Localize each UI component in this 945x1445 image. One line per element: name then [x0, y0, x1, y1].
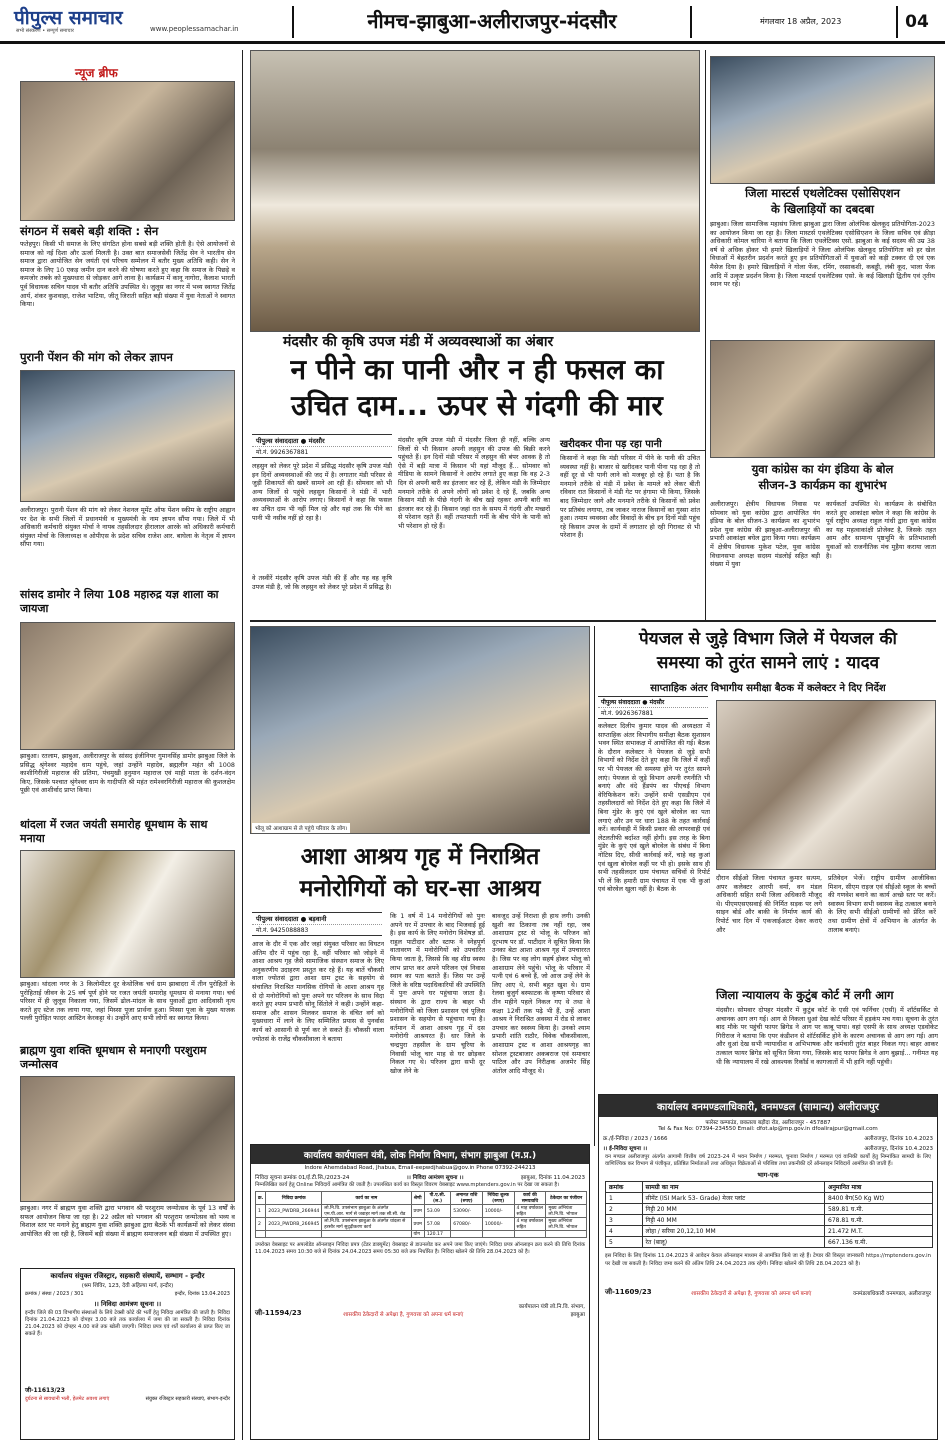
forest-table-row — [606, 1226, 933, 1237]
forest-table-cell: सीमेंट (ISI Mark 53- Grade) मेजर प्लांट — [642, 1193, 824, 1204]
mandi-body-1b: वे तस्वीरें मंदसौर कृषि उपज मंडी की हैं और यह वह कृषि उपज मंडी है, जो कि लहसुन को लेकर पूरे प्रदेश में प्रसिद्ध है। — [252, 574, 392, 591]
paper-logo: पीपुल्स समाचार — [14, 7, 123, 29]
pwd-table-cell: 2023_PWDRB_266945 — [266, 1218, 322, 1231]
water-headline-1: पेयजल से जुड़े विभाग जिले में पेयजल की — [639, 629, 897, 649]
pwd-table-cell: 4 माह वर्षाकाल सहित — [514, 1205, 546, 1218]
forest-ad-title: कार्यालय वनमण्डलाधिकारी, वनमण्डल (सामान्य) अलीराजपुर — [599, 1095, 937, 1117]
forest-table-cell: लोहा / सरिया 20,12,10 MM — [642, 1226, 824, 1237]
column-divider-asha — [594, 626, 595, 1146]
photo-felicitation — [20, 81, 235, 221]
photo-brahmin-meeting — [20, 1076, 235, 1202]
mandi-kicker: मंदसौर की कृषि उपज मंडी में अव्यवस्थाओं का अंबार — [283, 334, 554, 350]
forest-table-col-header: अनुमानित मात्रा — [825, 1182, 933, 1193]
forest-table-cell: 678.81 घ.मी. — [825, 1215, 933, 1226]
forest-table-cell: 3 — [606, 1215, 643, 1226]
mandi-headline-1: न पीने का पानी और न ही फसल का — [290, 353, 664, 386]
forest-ad-slogan: शासकीय ठेकेदारों से अपेक्षा है, गुणवत्ता को अपना धर्म बनाएं — [691, 1291, 812, 1298]
pwd-table-cell: 120.17 — [424, 1231, 450, 1238]
water-byline — [598, 696, 708, 719]
forest-tender-ad — [598, 1094, 938, 1440]
masthead — [0, 0, 945, 44]
water-body-3: प्रतिवेदन भेजें। राष्ट्रीय ग्रामीण आजीविका मिशन, सीएम राइज एवं सीईओ स्कूल के बच्चों की गणवेश बनाने का कार्य अच्छे स्तर पर करें। स्वास्थ्य विभाग सभी स्वास्थ्य केंद्र तत्काल बनाने के लिए सभी सीईओ ग्रामीणों को प्रेरित करें तथा ग्रामीण क्षेत्रों में अभियान के अंतर्गत के तालाब बनाएं। — [828, 874, 936, 934]
asha-headline-2: मनोरोगियों को घर-सा आश्रय — [299, 876, 541, 902]
registrar-ad-notice-head: ।। निविदा आमंत्रण सूचना ।। — [93, 1300, 162, 1308]
pwd-table-cell: मुख्य अभियंता लो.नि.वि. भोपाल — [546, 1205, 587, 1218]
pwd-table-cell: 4 माह वर्षाकाल सहित — [514, 1218, 546, 1231]
pwd-table-col-header: ठेकेदार का पंजीयन — [546, 1192, 587, 1205]
registrar-ad-date: इन्दौर, दिनांक 13.04.2023 — [174, 1291, 230, 1297]
forest-ad-notice-head: ।। ई-निविदा सूचना ।। — [603, 1146, 648, 1152]
pwd-table-row — [256, 1205, 587, 1218]
pwd-table-cell: 57.08 — [424, 1218, 450, 1231]
water-byline-phone: मो.नं. 9926367881 — [598, 707, 708, 718]
mandi-byline — [252, 434, 392, 458]
forest-table-cell: 5 — [606, 1237, 643, 1248]
pwd-ad-address: Indore Ahemdabad Road, Jhabua, Email-eepwdjhabua@gov.in Phone 07392-244213 — [304, 1165, 536, 1171]
registrar-ad-signatory: संयुक्त रजिस्ट्रार सहकारी संस्थाएं, संभाग-इन्दौर — [145, 1396, 230, 1402]
pwd-table-cell: लो.नि.वि. उपसंभाग झाबुआ के अंतर्गत थांदला से हरसौर मार्ग सुदृढ़ीकरण कार्य — [322, 1218, 411, 1231]
photo-mandi — [250, 50, 700, 332]
pwd-table-cell: प्रथम — [411, 1205, 424, 1218]
brief-4-body: झाबुआ। थांदला नगर के 3 किलोमीटर दूर केथोलिक चर्च ग्राम झाबादरा में तीन पुरोहितों के पुरोहिताई जीवन के 25 वर्ष पूर्ण होने पर रजत जयंती समारोह धूमधाम से मनाया गया। चर्च परिसर में ही जुलूस निकाला गया, जिसमें ढोल-मांदल के साथ युवाओं द्वारा आदिवासी नृत्य करते हुए स्टेज तक लाया गया, जहां मिस्सा पूजा प्रार्थना हुआ। मिस्सा पूजा के मुख्य याजक पल्ली पुरोहित फादर आस्टिन केरकट्टा थे। उन्होंने आए सभी लोगों का स्वागत किया। — [20, 980, 235, 1023]
asha-body-2: कि 1 वर्ष में 14 मनोरोगियों को पुनः अपने घर में उपचार के बाद भिजवाई हुई है। इस कार्य के लिए मनोरोग विशेषज्ञ डॉ. राहुल पाटीदार और स्टाफ ने स्नेहपूर्ण वातावरण में मनोरोगियों को उपचारित किया जाता है, जिससे कि वह शीघ्र स्वस्थ लाभ प्राप्त कर अपने परिजन एवं निवास स्थान का पता बताते हैं। जिस पर उन्हें जिले के वरिष्ठ पदाधिकारियों की उपस्थिति में पुनः अपने घर पहुंचाया जाता है। संस्थान के द्वारा राज्य के बाहर भी मनोरोगियों को जिला प्रशासन एवं पुलिस प्रशासन के सहयोग से पहुंचाया गया है। वर्तमान में आशा आश्रय गृह में दस मनोरोगी आश्रयरत हैं। धार जिले के चन्द्रपुरा तहसील के ग्राम चूरिया के निवासी भोलू चार माह से घर छोड़कर निकल गए थे। परिजन द्वारा सभी दूर खोज लेने के — [390, 912, 485, 1075]
pwd-table-total-row — [256, 1231, 587, 1238]
forest-ad-part: भाग-एक — [757, 1171, 779, 1180]
registrar-ad-slogan: दुर्घटना से सावधानी भली, हेलमेट अवश्य लगाएं — [25, 1396, 110, 1402]
asha-byline — [252, 912, 382, 936]
brief-1-body: फतेहपुर। किसी भी समाज के लिए संगठित होना सबसे बड़ी शक्ति होती है। ऐसे आयोजनों से समाज को नई दिशा और ऊर्जा मिलती है। उक्त बात समाजसेवी जितेंद्र सेन ने भारतीय सेन समाज द्वारा आयोजित सेन जयंती एवं परिचय सम्मेलन में बतौर मुख्य अतिथि कही। सेन ने समाज के लिए 10 एकड़ जमीन दान करने की घोषणा करते हुए कहा कि समाज के पिछड़े व कमजोर तबके को मुख्यधारा से जोड़कर आगे लाना है। कार्यक्रम में कानू नागोरा, कैलाश भारती पूर्व विधायक सचिन यादव भी बतौर अतिथि उपस्थित थे। जुलूस का नगर में भव्य स्वागत जितेंद्र आर्य, शंकर कुशवाहा, राजेश भाटिया, जीतू जिराती सहित बड़ी संख्या में युवा नेताओं ने स्वागत किया। — [20, 240, 235, 309]
registrar-ad-title: कार्यालय संयुक्त रजिस्ट्रार, सहकारी संस्थायें, सम्भाग - इन्दौर — [50, 1272, 205, 1280]
mandi-byline-phone: मो.नं. 9926367881 — [252, 446, 392, 457]
photo-pension-memo — [20, 370, 235, 502]
pwd-tender-table — [255, 1191, 587, 1238]
pwd-table-col-header: निविदा क्रमांक — [266, 1192, 322, 1205]
column-divider-right — [705, 50, 706, 620]
website: www.peoplessamachar.in — [150, 25, 239, 33]
youth-congress-body-1: अलीराजपुर। क्षेत्रीय विधायक निवास पर सोमवार को युवा कांग्रेस द्वारा आयोजित यंग इंडिया के बोल सीजन-3 कार्यक्रम का शुभारंभ प्रदेश युवा कांग्रेस की झाबुआ-अलीराजपुर की प्रभारी आकांक्षा बघेल द्वारा किया गया। कार्यक्रम में क्षेत्रीय विधायक मुकेश पटेल, युवा कांग्रेस विधानसभा अध्यक्ष सदस्य मंडलोई सहित बड़ी संख्या में युवा — [710, 500, 820, 569]
pwd-table-cell: लो.नि.वि. उपसंभाग झाबुआ के अंतर्गत एम.पी.आर. मार्ग से जवाहर मार्ग तक सी.सी. रोड — [322, 1205, 411, 1218]
asha-headline-1: आशा आश्रय गृह में निराश्रित — [300, 844, 540, 870]
brief-2-body: अलीराजपुर। पुरानी पेंशन की मांग को लेकर नेशनल मूमेंट ऑफ पेंशन स्कीम के राष्ट्रीय आह्वान पर देश के सभी जिलों में प्रधानमंत्री व मुख्यमंत्री के नाम ज्ञापन सौंपा गया। जिले में भी अधिकारी कर्मचारी संयुक्त मोर्चा ने नायब तहसीलदार हीरालाल आरके को अधिकारी कर्मचारी संयुक्त मोर्चा के जिलाध्यक्ष व ओपीएस के प्रदेश सचिव राजेश आर. बाघेला के नेतृत्व में ज्ञापन सौंपा गया। — [20, 506, 235, 549]
forest-table-row — [606, 1193, 933, 1204]
pwd-ad-signatory: कार्यपालन यंत्री लो.नि.वि. संभाग, झाबुआ — [518, 1304, 585, 1318]
brief-3-body: झाबुआ। रतलाम, झाबुआ, अलीराजपुर के सांसद इंजीनियर गुमानसिंह डामोर झाबुआ जिले के प्रसिद्ध श्रृंगेश्वर महादेव धाम पहुंचे, जहां उन्होंने महादेव, ब्रह्मलीन महंत श्री 1008 काशीगिरीजी महाराज की प्रतिमा, पंचमुखी हनुमान महाराज एवं माही माता के दर्शन-वंदन किए, जिसके पश्चात श्रृंगेश्वर धाम के गादीपति श्री महंत रामेश्वरगिरीजी महाराज की कुशलक्षेम पूछी एवं आशीर्वाद प्राप्त किया। — [20, 752, 235, 795]
section-title-bar — [292, 6, 692, 38]
forest-table-cell: 4 — [606, 1226, 643, 1237]
brief-2-headline: पुरानी पेंशन की मांग को लेकर ज्ञापन — [20, 350, 173, 364]
column-divider-left — [242, 50, 243, 1440]
forest-table-cell: 667.136 घ.मी. — [825, 1237, 933, 1248]
pwd-table-cell: 10000/- — [482, 1218, 514, 1231]
pwd-table-cell: प्रथम — [411, 1218, 424, 1231]
forest-table-row — [606, 1237, 933, 1248]
asha-byline-name: पीपुल्स संवाददाता ● बड़वानी — [256, 915, 327, 923]
forest-ad-intro: वन मण्डल अलीराजपुर अंतर्गत आगामी वित्तीय वर्ष 2023-24 में भवन निर्माण / मरम्मत, चुनावा निर्माण / मरम्मत एवं वानिकी कार्यों हेतु निम्नांकित सामग्री के लिए वाणिज्यिक कर विभाग से पंजीकृत, प्रतिष्ठित निर्माताओं तथा अधिकृत विक्रेताओं से परिशिष्ट तथा तकनीकी दरें ऑनलाइन निविदायें आमंत्रित की जाती हैं। — [605, 1154, 931, 1168]
pwd-table-cell — [482, 1231, 514, 1238]
horizontal-divider-mid — [250, 620, 936, 622]
forest-table-cell: 2 — [606, 1204, 643, 1215]
pwd-table-cell: योग — [411, 1231, 424, 1238]
pwd-table-header — [256, 1192, 587, 1205]
photo-mp-visit — [20, 622, 235, 750]
athletics-headline-2: के खिलाड़ियों का दबदबा — [771, 202, 874, 216]
registrar-ad-ref-code: जी-11613/23 — [25, 1387, 65, 1394]
forest-table-cell: 589.81 घ.मी. — [825, 1204, 933, 1215]
water-subheadline: साप्ताहिक अंतर विभागीय समीक्षा बैठक में कलेक्टर ने दिए निर्देश — [650, 683, 886, 694]
forest-ad-ref: जी-11609/23 — [605, 1288, 652, 1297]
forest-table-row — [606, 1204, 933, 1215]
asha-body-1: आज के दौर में एक और जहां संयुक्त परिवार का विघटन अंतिम दौर में पहुंच रहा है, वहीं परिवार को जोड़ने में आशा आश्रय गृह जैसे सामाजिक संस्थान समाज के लिए अनुकरणीय उदाहरण प्रस्तुत कर रहे हैं। यह बातें चौकसी वाला ज्योतसं द्वारा आशा ग्राम ट्रस्ट के सहयोग से संचालित निराश्रित मानसिक रोगियों के आशा आश्रय गृह से दो मनोरोगियों को पुनः अपने घर परिजन के साथ विदा करते हुए श्याम प्रभारी सोनू सिंतोले ने कही। उन्होंने कहा- समाज और शासन मिलकर समाज के वंचित वर्ग को मुख्यधारा में लाने के लिए सम्मिलित प्रयास से पुनर्वास कार्य को आसानी से पूर्ण कर ले सकते हैं। चौकसी वाला ज्योतसं के राजेंद्र चौकसीवाला ने बताया — [252, 940, 384, 1043]
mandi-body-3: किसानों ने कहा कि मंडी परिसर में पीने के पानी की उचित व्यवस्था नहीं है। बाजार से खरीदकर पानी पीना पड़ रहा है तो वहीं दूर से भी पानी लाने को मजबूर हो रहे हैं। पता है कि मनमाने तरीके से मंडी में प्रवेश के मामले को लेकर बीती रविवार रात किसानों ने मंडी गेट पर हंगामा भी किया, जिसके बाद जिम्मेदार जागे और मनमाने तरीके से किसानों को प्रवेश पर प्रतिबंध लगाया, तब जाकर नाराज किसानों का गुस्सा शांत हुआ। तमाम व्यवस्था और विवादों के बीच इन दिनों मंडी पहुंच रहे किसान उपज के दामों में लगातार हो रही गिरावट से भी परेशान हैं। — [560, 454, 700, 540]
mandi-body-1: लहसुन को लेकर पूरे प्रदेश में प्रसिद्ध मंदसौर कृषि उपज मंडी इन दिनों अव्यवस्थाओं की जद में है। लगातार मंडी परिसर से जुड़ी शिकायतें की खबरें सामने आ रही हैं। सोमवार को भी अन्य जिलों से पहुंचे लहसुन किसानों ने मंडी में भारी अव्यवस्थाओं के आरोप लगाए। किसानों ने कहा कि फसल का उचित दाम भी नहीं मिल रहे और यहां तक कि पीने का पानी भी नसीब नहीं हो रहा है। — [252, 462, 392, 522]
mandi-headline-2: उचित दाम... ऊपर से गंदगी की मार — [291, 389, 663, 422]
pwd-table-cell: 10000/- — [482, 1205, 514, 1218]
forest-ad-ref-date-2: अलीराजपुर, दिनांक 10.4.2023 — [864, 1146, 933, 1152]
youth-congress-headline-2: सीजन-3 कार्यक्रम का शुभारंभ — [758, 478, 887, 492]
pwd-table-cell — [266, 1231, 322, 1238]
forest-table-header — [606, 1182, 933, 1193]
pwd-table-cell — [546, 1231, 587, 1238]
asha-body-3: बावजूद उन्हें निराशा ही हाथ लगी। उनकी खुशी का ठिकाना तब नहीं रहा, जब आशाग्राम ट्रस्ट से भोलू के परिजन को दूरभाष पर डॉ. पाटीदार ने सूचित किया कि उनका बेटा आशा आश्रय गृह में उपचाररत है। जिस पर वह लोग सहर्ष होकर भोलू को आशाग्राम लेने पहुंचे। भोलू के परिवार में पत्नी एवं 6 बच्चे हैं, जो आज उन्हें लेने के लिए आए थे, सभी बहुत खुश थे। ग्राम रेलवा बुजुर्ग बस्फाटक के कृष्णा परिवार से तीन महीने पहले निकल गए थे तथा वे कक्षा 12वीं तक पढ़े भी हैं, उन्हें आशा आश्रय ने निराश्रित अवस्था में रोड से लाकर उपचार कर स्वस्थ्य किया है। उनको श्याम प्रभारी शांति राठौर, विवेक चौकसीवाला, आशाग्राम ट्रस्ट व आशा आश्रयगृह का सोशल ट्रस्टबाजार अकबराज एवं समाचार पाटिल और उप निरीक्षक अजमेर सिंह अंतोल आदि मौजूद थे। — [492, 912, 590, 1075]
youth-congress-headline-1: युवा कांग्रेस का यंग इंडिया के बोल — [751, 462, 894, 476]
forest-ad-address: फारेस्ट कम्पाउंड, छकतला बड़ौदा रोड, अलीराजपुर - 457887 — [705, 1120, 831, 1126]
photo-asha-ashray — [250, 626, 590, 834]
pwd-table-cell — [451, 1231, 483, 1238]
section-title: नीमच-झाबुआ-अलीराजपुर-मंदसौर — [367, 9, 617, 33]
pwd-table-col-header: श्रेणी — [411, 1192, 424, 1205]
issue-date: मंगलवार 18 अप्रैल, 2023 — [760, 17, 842, 26]
brief-5-headline: ब्राह्मण युवा शक्ति धूमधाम से मनाएगी परशुराम जन्मोत्सव — [20, 1044, 207, 1071]
fire-headline: जिला न्यायालय के कुटुंब कोर्ट में लगी आग — [716, 988, 894, 1002]
photo-youth-congress — [710, 340, 935, 458]
forest-ad-contact: Tel & Fax No: 07394-234550 Email: dfot.alp@mp.gov.in dfoalirajpur@gmail.com — [658, 1126, 878, 1132]
forest-ad-footer: इस निविदा के लिए दिनांक 11.04.2023 से आवेदन केवल ऑनलाइन माध्यम से आमंत्रित किये जा रहे हैं। टेण्डर की विस्तृत जानकारी https://mptenders.gov.in पर देखी जा सकती है। निविदा जमा करने की अंतिम तिथि 24.04.2023 तक रहेगी। निविदा खोलने की तिथि 28.04.2023 को है। — [605, 1253, 931, 1267]
pwd-ad-slogan: शासकीय ठेकेदारों से अपेक्षा है, गुणवत्ता को अपना धर्म बनाएं — [343, 1312, 464, 1318]
registrar-ad-body: इन्दौर जिले की 03 विभागीय संस्थाओं के लिये टेक्सी कोटे की भर्ती हेतु निविदा आमंत्रित की जाती है। निविदा दिनांक 21.04.2023 को दोपहर 3.00 बजे तक कार्यालय में जमा की जा सकती है। निविदा दिनांक 21.04.2023 को दोपहर 4.00 बजे तक खोली जाएगी। निविदा प्रपत्र एवं शर्तें कार्यालय से प्राप्त किए जा सकते हैं। — [25, 1310, 230, 1337]
forest-material-table — [605, 1181, 933, 1248]
pwd-ad-title: कार्यालय कार्यपालन यंत्री, लोक निर्माण विभाग, संभाग झाबुआ (म.प्र.) — [251, 1145, 589, 1164]
pwd-table-cell — [322, 1231, 411, 1238]
registrar-ad-address: (श्रम शिविर, 123, देवी अहिल्या मार्ग, इन्दौर) — [81, 1283, 174, 1289]
page-number: 04 — [896, 6, 936, 38]
fire-body: मंदसौर। सोमवार दोपहर मंदसौर में कुटुंब कोर्ट के एसी एवं फर्निचर (एसी) में शॉर्टसर्किट से अचानक आग लग गई। आग से निकला धुआं देख कोर्ट परिसर में हड़कंप मच गया। सूचना के तुरंत बाद मौके पर पहुंची फायर ब्रिगेड ने आग पर काबू पाया। वहां एसपी के साथ अध्यक्ष एडवोकेट गिरीराज ने बताया कि एयर कंडीशन से शॉर्टसर्किट होने के कारण अचानक से आग लग गई। आग और धुआं देख सभी न्यायाधीश व अभिभाषक और कर्मचारी तुरंत बाहर निकल गए। बाहर आकर तत्काल फायर ब्रिगेड को सूचित किया गया, जिसके बाद फायर ब्रिगेड ने आग बुझाई... गनीमत यह थी कि न्यायालय में रखे आवश्यक रिकॉर्ड व कागजातों में भी हानि नहीं पहुंची। — [716, 1006, 938, 1066]
pwd-table-col-header: निविदा शुल्क (रुपए) — [482, 1192, 514, 1205]
registrar-ad — [20, 1268, 235, 1440]
pwd-table-cell: 67080/- — [451, 1218, 483, 1231]
forest-table-cell: गिट्टी 40 MM — [642, 1215, 824, 1226]
pwd-table-cell — [256, 1231, 266, 1238]
paper-tagline: सभी संस्करण • सम्पूर्ण समाचार — [16, 28, 74, 34]
pwd-table-cell: मुख्य अभियंता लो.नि.वि. भोपाल — [546, 1218, 587, 1231]
athletics-body: झाबुआ। जिला सामाजिक महासंघ जिला झाबुआ द्वारा जिला ओलंपिक खेलकूद प्रतियोगिता-2023 का आयोजन किया जा रहा है। जिला मास्टर्स एथलेटिक्स एसोसिएशन के जिला सचिव एवं क्रीड़ा अधिकारी कोमल चारिया ने बताया कि जिला एथलेटिक्स एसो. झाबुआ के कई सदस्य की उम्र 38 वर्ष से अधिक होकर भी हमारे खिलाड़ियों ने जिला ओलंपिक खेलकूद प्रतियोगिता को हर खेल विधाओं में बेहतरीन प्रदर्शन करते हुए इन प्रतियोगिताओं में युवाओं को कड़ी टक्कर दी एवं एक मैसेज दिया है। हमारे खिलाड़ियों ने गोला फेंक, रमिंग, रस्साकशी, कबड्डी, लंबी कूद, भाला फेंक आदि में उत्कृष्ट प्रदर्शन किया है। जिला मास्टर्स एथलेटिक्स एसो. के कई खिलाड़ी द्वितीय एवं तृतीय स्थान पर रहे। — [710, 220, 935, 289]
pwd-ad-ref: जी-11594/23 — [255, 1309, 302, 1317]
photo-athletes — [710, 56, 935, 184]
pwd-table-cell: 53090/- — [451, 1205, 483, 1218]
forest-ad-ref-date: अलीराजपुर, दिनांक 10.4.2023 — [864, 1136, 933, 1142]
athletics-headline-1: जिला मास्टर्स एथलेटिक्स एसोसिएशन — [745, 186, 900, 200]
mandi-body-2: मंदसौर कृषि उपज मंडी में मंदसौर जिला ही नहीं, बल्कि अन्य जिलों से भी किसान अपनी लहसुन की उपज की बिक्री करने पहुंचते हैं। इन दिनों मंडी परिसर में लहसुन की बंपर आवक है तो ऐसे में बड़ी मात्रा में किसान भी यहां मौजूद हैं... सोमवार को मीडिया के सामने किसानों ने आरोप लगाते हुए कहा कि वह 2-3 दिन से अपनी बारी का इंतजार कर रहे हैं, लेकिन मंडी के जिम्मेदार मनमाने तरीके से अपने लोगों को प्रवेश दे रहे हैं, जबकि अन्य किसान मंडी के पीछे गंदगी के बीच खड़े रहकर अपनी बारी का इंतजार कर रहे हैं। किसान जहां रात के समय में गंदगी और मच्छरों से परेशान रहते हैं। वहीं तपतपाती गर्मी के बीच पीने के पानी को भी परेशान हो रहे हैं। — [398, 436, 550, 530]
water-byline-name: पीपुल्स संवाददाता ● मंदसौर — [601, 699, 665, 706]
asha-photo-caption: भोलू को आशाग्राम से ले पहुंचे परिवार के लोग। — [252, 823, 350, 833]
forest-ad-ref-no: क्र./ई-निविदा / 2023 / 1666 — [603, 1136, 668, 1142]
forest-table-cell: 21.472 M.T. — [825, 1226, 933, 1237]
brief-5-body: झाबुआ। नगर में ब्राह्मण युवा शक्ति द्वारा भगवान श्री परशुराम जन्मोत्सव के पूर्व 13 वर्षों के सफल आयोजन किया जा रहा है। 22 अप्रैल को भगवान श्री परशुराम जन्मोत्सव को भव्य व विशाल स्तर पर मनाने हेतु ब्राह्मण युवा शक्ति झाबुआ द्वारा बैठकें भी कार्यक्रमों को लेकर संस्था आयोजित की जा रही है, जिसमें बड़ी संख्या में ब्राह्मण समाजजन बड़ी संख्या में उपस्थित हुए। — [20, 1204, 235, 1238]
water-body-2: दौरान सीईओ जिला पंचायत कुमार सत्यम, अपर कलेक्टर आरपी वर्मा, वन मंडल अधिकारी सहित सभी जिला अधिकारी मौजूद थे। पीएमएसएसवाई की निर्मित सड़क पर लगे साइन बोर्ड और बाकी के निर्माण कार्य की रिपोर्ट चार दिन में एकजाईअटर देकर कराएं और — [716, 874, 822, 934]
pwd-table-cell: 1 — [256, 1205, 266, 1218]
pwd-ad-intro: निम्नलिखित कार्य हेतु Online निविदायें आमंत्रित की जाती है। उपलब्धित कार्य का विस्तृत विवरण वेबसाइट www.mptenders.gov.in पर देखा जा सकता है। — [255, 1182, 560, 1188]
brief-3-headline: सांसद डामोर ने लिया 108 महारुद्र यज्ञ शाला का जायजा — [20, 588, 219, 615]
forest-table-row — [606, 1215, 933, 1226]
news-brief-label: न्यूज ब्रीफ — [75, 66, 118, 80]
forest-table-cell: 8400 बैग(50 Kg Wt) — [825, 1193, 933, 1204]
pwd-table-cell: 2023_PWDRB_266944 — [266, 1205, 322, 1218]
brief-4-headline: थांदला में रजत जयंती समारोह धूमधाम के साथ मनाया — [20, 818, 208, 845]
pwd-ad-footer: उपरोक्त वेबसाइट पर अपलोडेड ऑनलाइन निविदा प्रपत्र (टेंडर डाक्यूमेंट) वेबसाइट से डाउनलोड कर अपने जमा किए जाएंगे। निविदा प्रपत्र ऑनलाइन क्रय करने की तिथि दिनांक 11.04.2023 समय 10:30 बजे से दिनांक 24.04.2023 समय 05:30 बजे तक निर्धारित है। निविदा खोलने की तिथि 28.04.2023 को है। — [255, 1242, 585, 1255]
asha-byline-phone: मो.नं. 9425088883 — [252, 924, 382, 935]
forest-table-cell: गिट्टी 20 MM — [642, 1204, 824, 1215]
water-body-1: कलेक्टर दिलीप कुमार यादव की अध्यक्षता में साप्ताहिक अंतर विभागीय समीक्षा बैठक सुशासन भवन स्थित सभाकक्ष में आयोजित की गई। बैठक के दौरान कलेक्टर ने पेयजल से जुड़े सभी विभागों को निर्देश देते हुए कहा कि जिले में कहीं पर भी पेयजल की समस्या होने पर तुरंत सामने लाएं। पेयजल से जुड़े विभाग अपनी रणनीति भी बनाएं और वंदे हैंडपंप का पीएचई विभाग वेरिफिकेशन करें। उन्होंने सभी एसडीएम एवं तहसीलदारों को निर्देश देते हुए कहा कि जिले में बिना मुंडेर के कुएं एवं खुले बोरवेल का पता लगाएं और उन पर धारा 188 के तहत कार्रवाई करें। कार्यवाही में किसी प्रकार की लापरवाही एवं लेटलतीफी बर्दाश्त नहीं होगी। इस तरह के बिना मुंडेर के कुएं एवं खुले बोरवेल के संबंध में बिना नोटिस दिए, सीधी कार्रवाई करें, चाहे वह कुआं एवं खुला बोरवेल कहीं पर भी हो। इसके साथ ही सभी तहसीलदार ग्राम पंचायत सचिवों से रिपोर्ट भी लें कि हमारी ग्राम पंचायत में एक भी कुआं एवं बोरवेल खुला नहीं है। बैठक के — [598, 722, 710, 894]
pwd-table-col-header: क्र. — [256, 1192, 266, 1205]
pwd-ad-notice-head: ।। निविदा आमंत्रण सूचना ।। — [406, 1175, 464, 1181]
forest-table-col-header: सामग्री का नाम — [642, 1182, 824, 1193]
pwd-tender-ad — [250, 1144, 590, 1440]
pwd-table-cell: 53.09 — [424, 1205, 450, 1218]
brief-1-headline: संगठन में सबसे बड़ी शक्ति : सेन — [20, 224, 159, 238]
photo-jubilee — [20, 850, 235, 978]
registrar-ad-ref: क्रमांक / संस्था / 2023 / 301 — [25, 1291, 84, 1297]
pwd-table-col-header: अमानत राशि (रुपए) — [451, 1192, 483, 1205]
pwd-table-col-header: कार्य का नाम — [322, 1192, 411, 1205]
pwd-ad-notice-no: निविदा सूचना क्रमांक 01/ई.टी.सि./2023-24 — [255, 1175, 350, 1181]
forest-table-cell: 1 — [606, 1193, 643, 1204]
pwd-table-cell: 2 — [256, 1218, 266, 1231]
water-headline-2: समस्या को तुरंत सामने लाएं : यादव — [656, 653, 880, 673]
youth-congress-body-2: कार्यकर्ता उपस्थित थे। कार्यक्रम के संबोधित करते हुए आकांक्षा बघेल ने कहा कि कांग्रेस के पूर्व राष्ट्रीय अध्यक्ष राहुल गांधी द्वारा युवा कांग्रेस का यह महत्वाकांक्षी प्रोजेक्ट है, जिसके तहत आम और सामान्य पृष्ठभूमि के प्रतिभाशाली युवाओं को राजनीतिक मंच मुहैया कराया जाता है। — [826, 500, 936, 560]
photo-collector-meeting — [716, 700, 936, 870]
pwd-table-col-header: कार्य की समयावधि — [514, 1192, 546, 1205]
forest-table-cell: रेत (बालू) — [642, 1237, 824, 1248]
mandi-byline-name: पीपुल्स संवाददाता ● मंदसौर — [256, 437, 325, 445]
pwd-ad-date: झाबुआ, दिनांक 11.04.2023 — [520, 1175, 585, 1181]
pwd-table-row — [256, 1218, 587, 1231]
forest-table-col-header: क्रमांक — [606, 1182, 643, 1193]
mandi-side-headline: खरीदकर पीना पड़ रहा पानी — [560, 436, 705, 451]
pwd-table-cell — [514, 1231, 546, 1238]
pwd-table-col-header: पी.ए.सी. (ल.) — [424, 1192, 450, 1205]
forest-ad-signatory: वनमंडलाधिकारी वनमण्डल, अलीराजपुर — [852, 1291, 931, 1298]
